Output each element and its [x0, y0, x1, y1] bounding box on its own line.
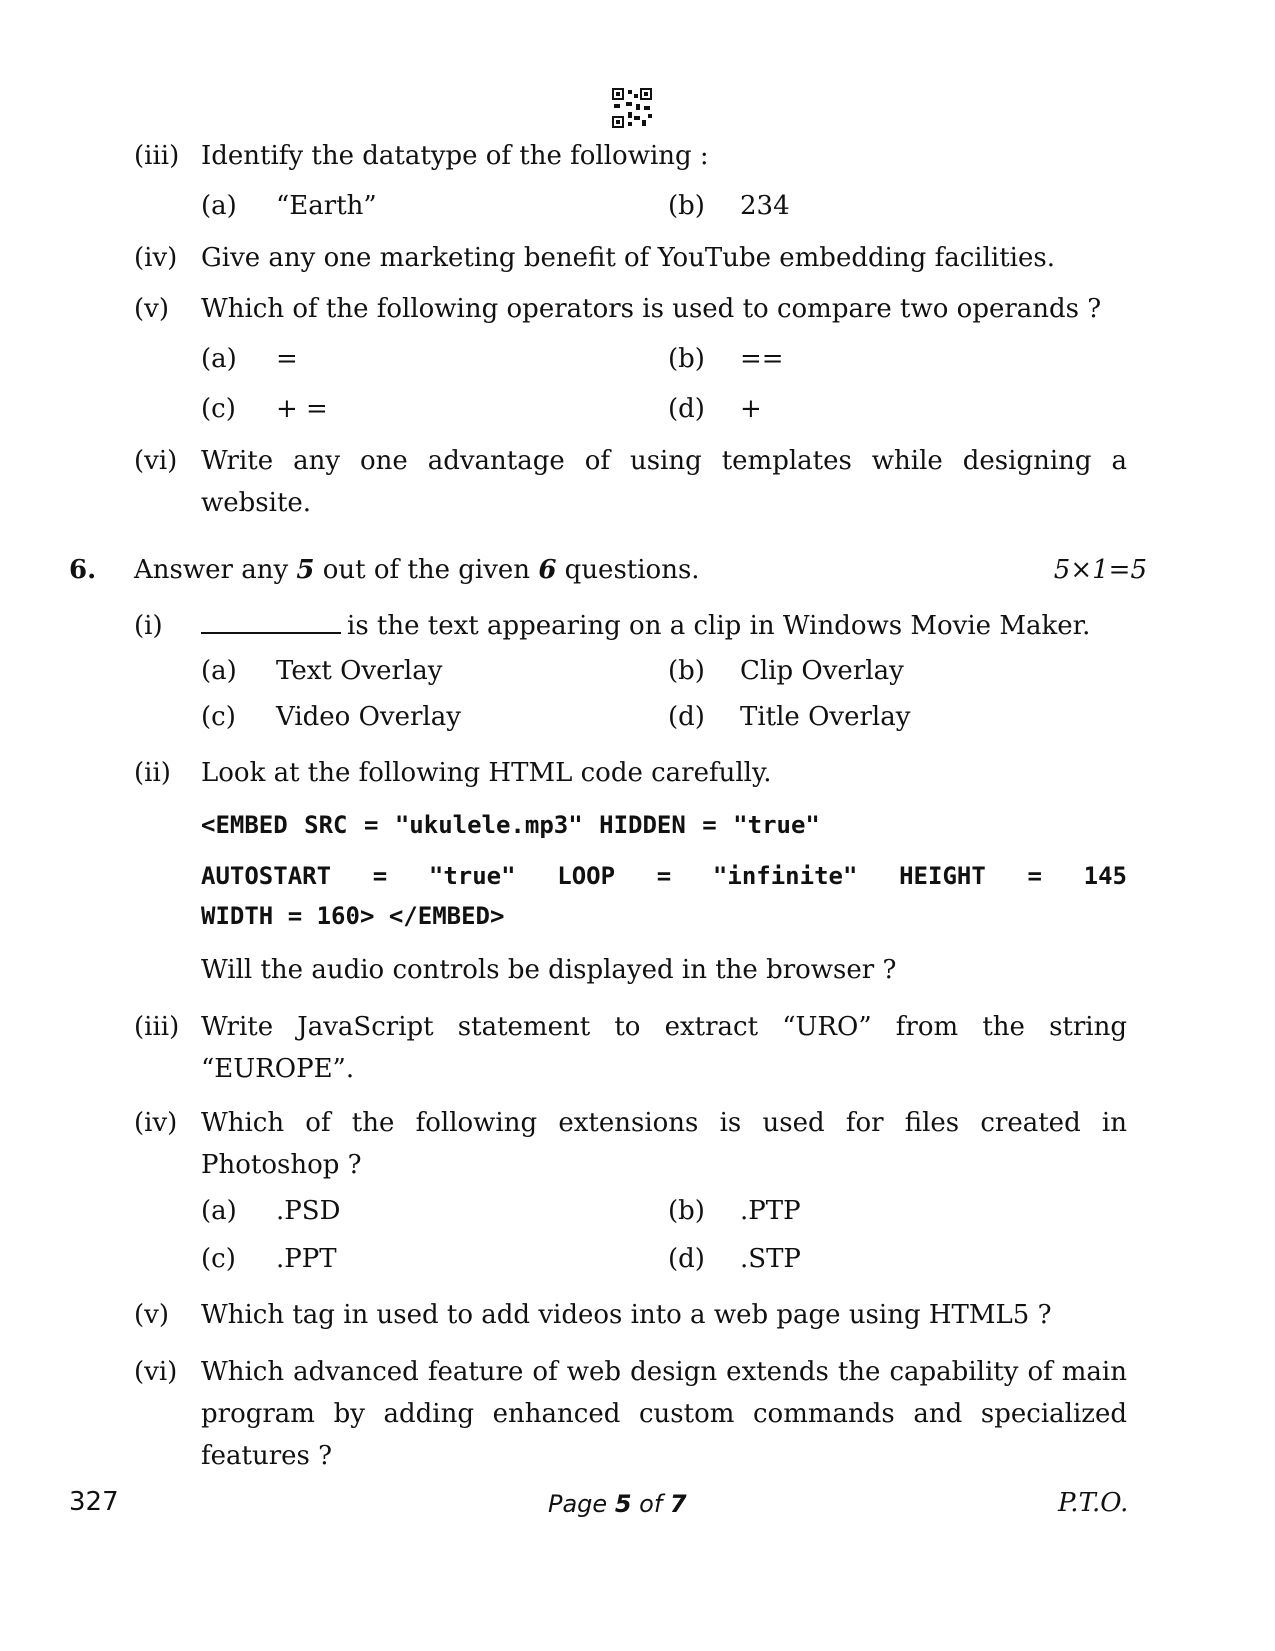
q6-i-option-c-text: Video Overlay [276, 702, 461, 732]
q5-v-option-b-label: (b) [668, 344, 705, 374]
q6-v-number: (v) [134, 1300, 169, 1330]
q6-number: 6. [69, 555, 97, 585]
q5-iii-text: Identify the datatype of the following : [201, 141, 709, 171]
q6-i-option-a-label: (a) [201, 656, 237, 686]
q6-iv-option-c-label: (c) [201, 1244, 236, 1274]
q6-iv-option-b-label: (b) [668, 1196, 705, 1226]
pto-label: P.T.O. [1058, 1488, 1129, 1518]
page-total: 7 [669, 1490, 687, 1518]
q6-instruction [134, 553, 700, 587]
q5-iv-number: (iv) [134, 243, 178, 273]
q6-iv-option-d-text: .STP [740, 1244, 801, 1274]
q6-iii-number: (iii) [134, 1012, 180, 1042]
q6-marks: 5×1=5 [1053, 555, 1147, 585]
q6-iv-option-b-text: .PTP [740, 1196, 801, 1226]
page-number: 5 [614, 1490, 632, 1518]
q5-iii-option-b-label: (b) [668, 191, 705, 221]
page-indicator-mid: of [631, 1490, 670, 1518]
q5-iii-option-a-label: (a) [201, 191, 237, 221]
q6-instruction-post: questions. [556, 555, 700, 585]
q6-instruction-n1: 5 [296, 555, 315, 585]
q6-ii-question: Will the audio controls be displayed in the browser ? [201, 955, 897, 985]
q6-iv-option-a-label: (a) [201, 1196, 237, 1226]
q5-iii-option-b-text: 234 [740, 191, 790, 221]
q6-ii-code-line-3: WIDTH = 160> </EMBED> [201, 902, 505, 930]
q6-vi-text: Which advanced feature of web design extends the capability of main program by adding enhanced custom commands and specialized features ? [201, 1357, 1127, 1471]
q6-ii-code-line-2: AUTOSTART = "true" LOOP = "infinite" HEIGHT = 145 [201, 862, 1127, 890]
q6-i-option-c-label: (c) [201, 702, 236, 732]
q5-v-option-c-text: + = [276, 394, 328, 424]
q6-iv-option-d-label: (d) [668, 1244, 705, 1274]
q6-vi-number: (vi) [134, 1357, 178, 1387]
q6-i-option-b-label: (b) [668, 656, 705, 686]
q5-v-option-b-text: == [740, 344, 784, 374]
q6-v-text: Which tag in used to add videos into a web page using HTML5 ? [201, 1300, 1052, 1330]
q6-instruction-pre: Answer any [134, 555, 297, 585]
q6-iv-option-c-text: .PPT [276, 1244, 337, 1274]
q5-v-option-c-label: (c) [201, 394, 236, 424]
q6-iv-option-a-text: .PSD [276, 1196, 341, 1226]
q6-instruction-n2: 6 [538, 555, 557, 585]
q5-vi-text: Write any one advantage of using templates while designing a website. [201, 446, 1127, 518]
q5-v-option-a-text: = [276, 344, 298, 374]
q6-i-line [201, 609, 1090, 643]
q6-i-option-b-text: Clip Overlay [740, 656, 904, 686]
page-indicator-pre: Page [548, 1490, 615, 1518]
q5-iii-number: (iii) [134, 141, 180, 171]
q6-i-text: is the text appearing on a clip in Windows Movie Maker. [347, 611, 1091, 641]
q6-iii-text: Write JavaScript statement to extract “URO” from the string “EUROPE”. [201, 1012, 1127, 1084]
q6-i-option-d-label: (d) [668, 702, 705, 732]
fill-in-blank [201, 610, 341, 634]
q6-i-option-a-text: Text Overlay [276, 656, 443, 686]
q5-v-number: (v) [134, 294, 169, 324]
q6-ii-number: (ii) [134, 758, 171, 788]
q6-i-number: (i) [134, 611, 163, 641]
q6-ii-code-line-1: <EMBED SRC = "ukulele.mp3" HIDDEN = "true" [201, 811, 820, 839]
q5-v-option-d-text: + [740, 394, 762, 424]
q5-v-option-d-label: (d) [668, 394, 705, 424]
q6-i-option-d-text: Title Overlay [740, 702, 911, 732]
q5-vi-number: (vi) [134, 446, 178, 476]
q6-ii-text: Look at the following HTML code carefully. [201, 758, 772, 788]
page-indicator [548, 1487, 687, 1521]
paper-code: 327 [69, 1487, 119, 1517]
q5-v-option-a-label: (a) [201, 344, 237, 374]
q6-instruction-mid: out of the given [314, 555, 539, 585]
qr-code-icon [612, 88, 652, 128]
q6-iv-text: Which of the following extensions is used for files created in Photoshop ? [201, 1108, 1127, 1180]
q6-iv-number: (iv) [134, 1108, 178, 1138]
q5-v-text: Which of the following operators is used to compare two operands ? [201, 294, 1102, 324]
q5-iii-option-a-text: “Earth” [276, 191, 377, 221]
q5-iv-text: Give any one marketing benefit of YouTube embedding facilities. [201, 243, 1055, 273]
